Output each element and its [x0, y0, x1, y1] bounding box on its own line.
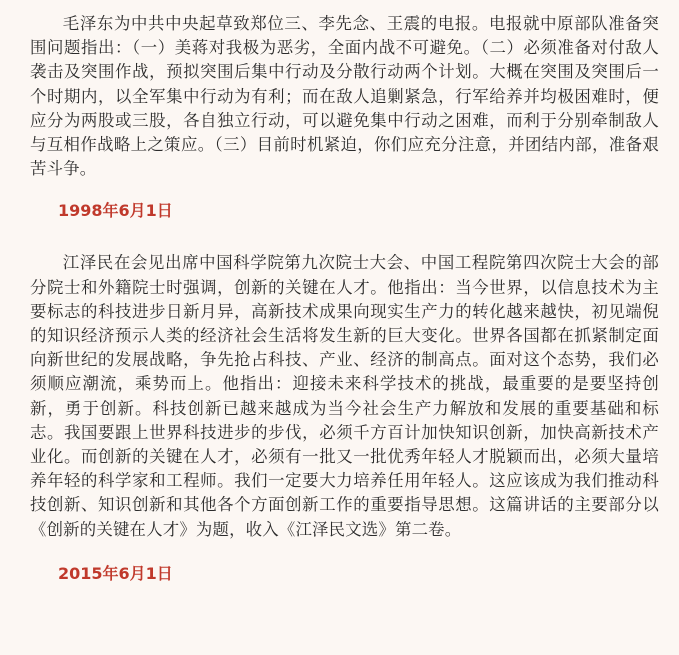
paragraph-jiang-innovation: 江泽民在会见出席中国科学院第九次院士大会、中国工程院第四次院士大会的部分院士和外籍院士时强调，创新的关键在人才。他指出：当今世界，以信息技术为主要标志的科技进步日新月异，高新技术成果向现实生产力的转化越来越快，初见端倪的知识经济预示人类的经济社会生活将发生新的巨大变化。世界各国都在抓紧制定面向新世纪的发展战略，争先抢占科技、产业、经济的制高点。面对这个态势，我们必须顺应潮流，乘势而上。他指出：迎接未来科学技术的挑战，最重要的是要坚持创新，勇于创新。科技创新已越来越成为当今社会生产力解放和发展的重要基础和标志。我国要跟上世界科技进步的步伐，必须千方百计加快知识创新，加快高新技术产业化。而创新的关键在人才，必须有一批又一批优秀年轻人才脱颖而出，必须大量培养年轻的科学家和工程师。我们一定要大力培养任用年轻人。这应该成为我们推动科技创新、知识创新和其他各个方面创新工作的重要指导思想。这篇讲话的主要部分以《创新的关键在人才》为题，收入《江泽民文选》第二卷。: [30, 253, 659, 539]
paragraph-mao-telegram: 毛泽东为中共中央起草致郑位三、李先念、王震的电报。电报就中原部队准备突围问题指出：（一）美蒋对我极为恶劣，全面内战不可避免。（二）必须准备对付敌人袭击及突围作战，预拟突围后集中行动及分散行动两个计划。大概在突围及突围后一个时期内，以全军集中行动为有利；而在敌人追剿紧急，行军给养并均极困难时，便应分为两股或三股，各自独立行动，可以避免集中行动之困难，而利于分别牵制敌人与互相作战略上之策应。（三）目前时机紧迫，你们应充分注意，并团结内部，准备艰苦斗争。: [30, 14, 659, 179]
date-heading-1998: 1998年6月1日: [58, 201, 173, 221]
date-heading-2015: 2015年6月1日: [58, 563, 173, 583]
